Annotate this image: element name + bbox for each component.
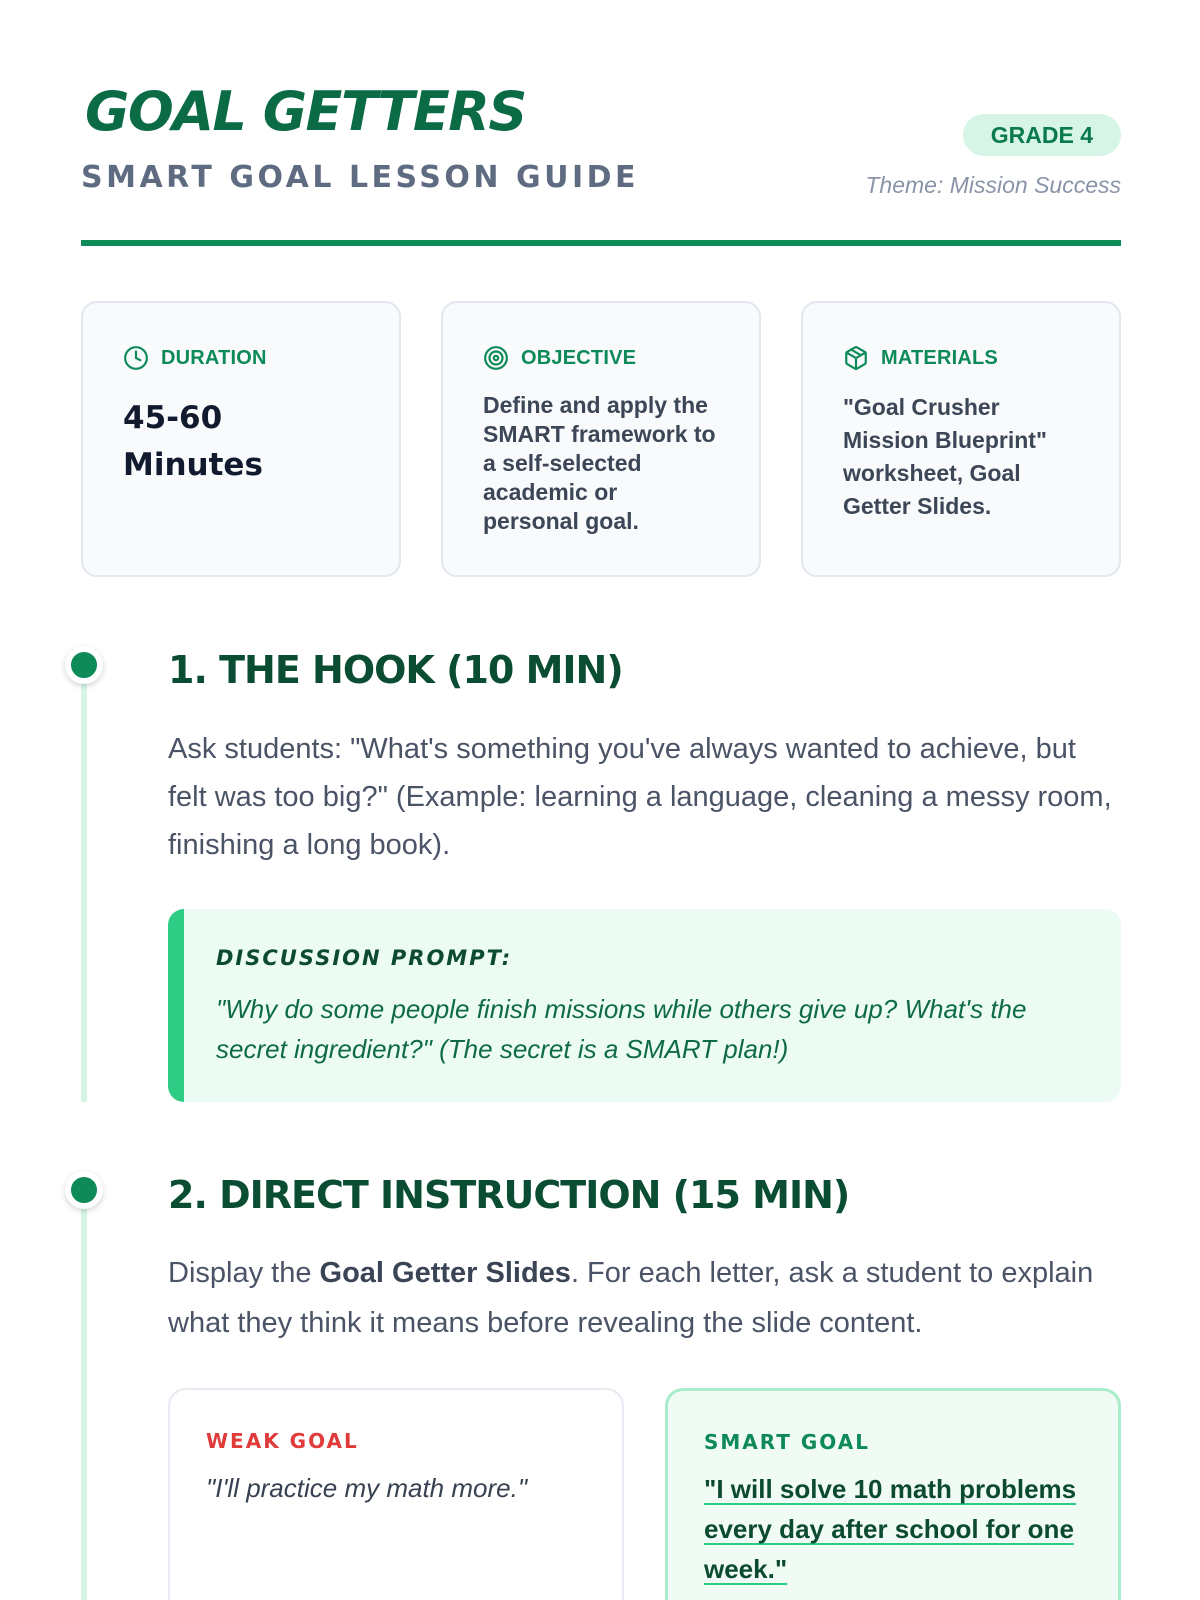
duration-range: 45-60 — [123, 400, 223, 436]
slides-name: Goal Getter Slides — [319, 1257, 571, 1289]
duration-card — [81, 301, 401, 577]
hook-body: Ask students: "What's something you've always wanted to achieve, but felt was too big?" (Example: learning a language, cleaning a messy room, finishing a long book). — [168, 733, 1112, 861]
body-text: Display the — [168, 1257, 320, 1289]
timeline-line — [81, 1190, 87, 1600]
section-title-hook: 1. THE HOOK (10 MIN) — [168, 648, 623, 692]
target-icon — [483, 345, 509, 371]
materials-text: "Goal Crusher Mission Blueprint" worksheet, Goal Getter Slides. — [843, 394, 1047, 519]
weak-goal-label: WEAK GOAL — [206, 1429, 359, 1453]
duration-label: DURATION — [161, 346, 267, 369]
clock-icon — [123, 345, 149, 371]
smart-goal-card — [665, 1388, 1121, 1600]
timeline-dot — [65, 1171, 103, 1209]
materials-card-header — [843, 343, 1079, 373]
box-icon — [843, 345, 869, 371]
weak-goal-text: "I'll practice my math more." — [206, 1473, 528, 1503]
objective-card-header — [483, 343, 719, 373]
section-title-direct-instruction: 2. DIRECT INSTRUCTION (15 MIN) — [168, 1173, 850, 1217]
smart-goal-label: SMART GOAL — [704, 1430, 870, 1454]
smart-goal-text: "I will solve 10 math problems every day after school for one week." — [704, 1474, 1077, 1584]
objective-text: Define and apply the SMART framework to a self-selected academic or personal goal. — [483, 392, 716, 534]
grade-badge: GRADE 4 — [963, 114, 1121, 156]
timeline-line — [81, 666, 87, 1102]
header-divider — [81, 240, 1121, 246]
duration-card-header — [123, 343, 359, 373]
discussion-prompt-box — [168, 909, 1121, 1102]
theme-text: Theme: Mission Success — [865, 172, 1121, 198]
materials-label: MATERIALS — [881, 346, 998, 369]
lesson-guide-page — [81, 0, 1121, 1600]
page-subtitle: SMART GOAL LESSON GUIDE — [81, 160, 640, 195]
objective-card — [441, 301, 761, 577]
materials-card — [801, 301, 1121, 577]
duration-value — [123, 395, 359, 489]
discussion-prompt-text: "Why do some people finish missions while others give up? What's the secret ingredient?" (The secret is a SMART plan!) — [216, 994, 1027, 1064]
duration-unit: Minutes — [123, 447, 263, 483]
objective-label: OBJECTIVE — [521, 346, 637, 369]
body-text: . For each letter, ask a student to explain what they think it means before revealing the slide content. — [168, 1257, 1094, 1339]
page-title: GOAL GETTERS — [85, 80, 526, 143]
timeline-dot — [65, 646, 103, 684]
weak-goal-card — [168, 1388, 624, 1600]
direct-instruction-body — [168, 1248, 1121, 1348]
discussion-prompt-label: DISCUSSION PROMPT: — [216, 946, 513, 970]
